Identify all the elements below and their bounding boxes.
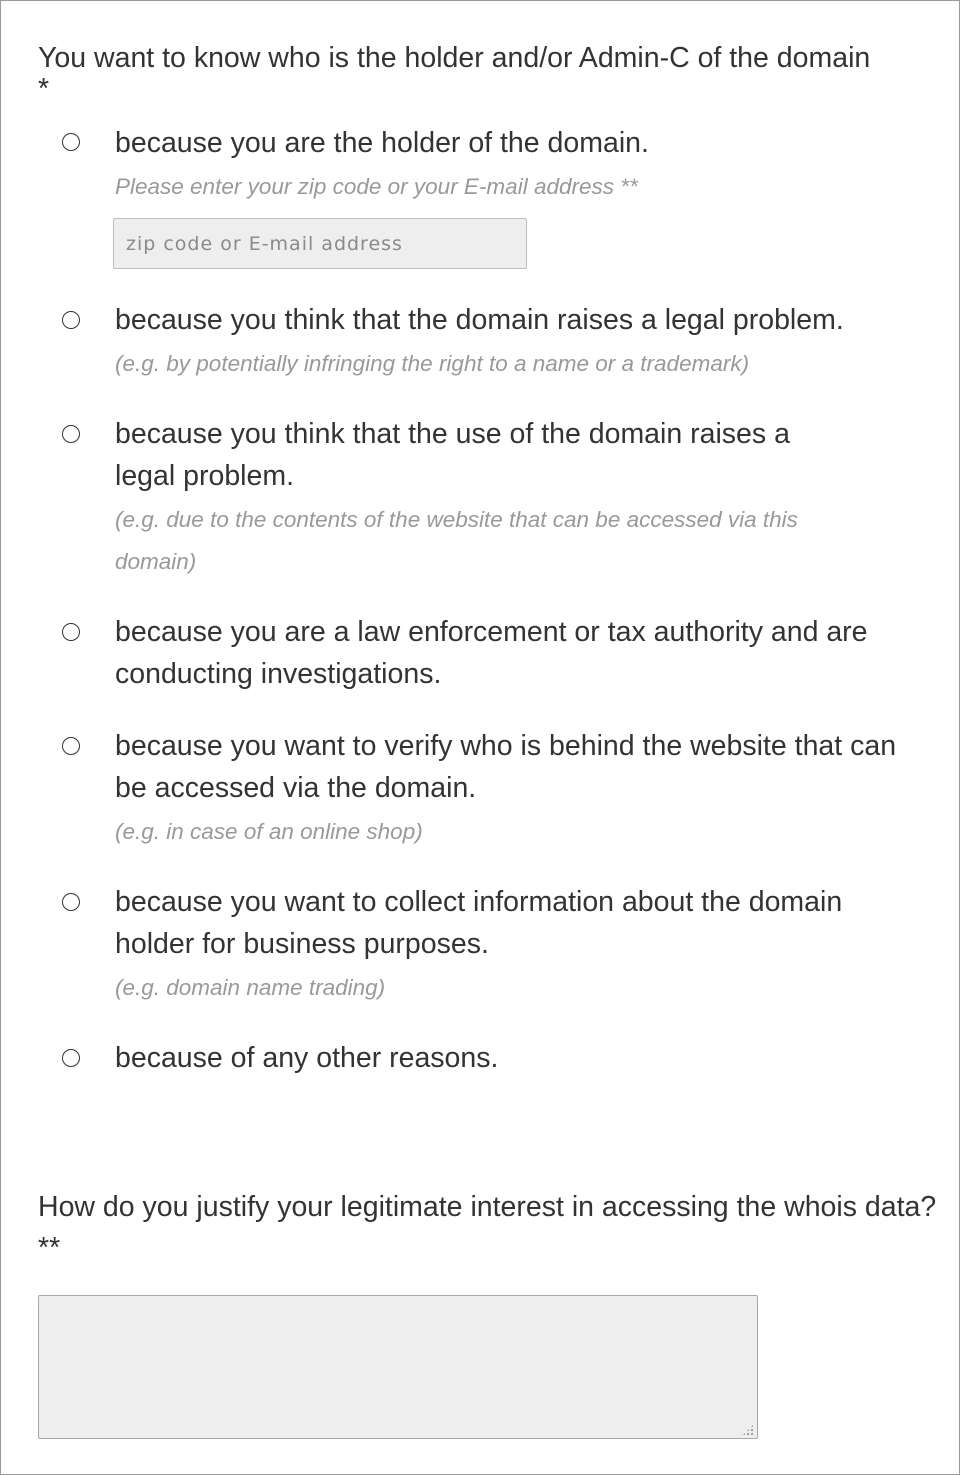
option-label: because you think that the domain raises a legal problem.: [115, 304, 844, 336]
question-label: How do you justify your legitimate interest in accessing the whois data? **: [38, 1191, 937, 1264]
radio-business-purposes[interactable]: [62, 893, 80, 911]
option-label: because you want to collect information about the domain holder for business purposes.: [115, 886, 843, 960]
option-label: because of any other reasons.: [115, 1042, 499, 1074]
option-label: because you are a law enforcement or tax authority and are conducting investigations.: [115, 616, 868, 690]
zip-or-email-input[interactable]: [113, 218, 527, 269]
option-hint: Please enter your zip code or your E-mail address **: [115, 174, 638, 199]
question-label: You want to know who is the holder and/or Admin-C of the domain: [38, 42, 871, 74]
option-hint: (e.g. by potentially infringing the right to a name or a trademark): [115, 351, 750, 376]
required-marker: *: [38, 73, 50, 105]
question-holder-admin-c: [38, 38, 938, 105]
radio-law-enforcement[interactable]: [62, 623, 80, 641]
question-legitimate-interest: [38, 1187, 938, 1269]
radio-verify-website[interactable]: [62, 737, 80, 755]
legitimate-interest-textarea[interactable]: [38, 1295, 758, 1439]
option-label: because you are the holder of the domain.: [115, 127, 649, 159]
option-label: because you want to verify who is behind the website that can be accessed via the domain.: [115, 730, 897, 804]
option-hint: (e.g. domain name trading): [115, 975, 386, 1000]
radio-other-reasons[interactable]: [62, 1049, 80, 1067]
option-hint: (e.g. due to the contents of the website that can be accessed via this domain): [115, 507, 798, 574]
option-hint: (e.g. in case of an online shop): [115, 819, 423, 844]
option-label: because you think that the use of the domain raises a legal problem.: [115, 418, 790, 492]
radio-holder[interactable]: [62, 133, 80, 151]
radio-legal-problem-domain[interactable]: [62, 311, 80, 329]
radio-legal-problem-use[interactable]: [62, 425, 80, 443]
